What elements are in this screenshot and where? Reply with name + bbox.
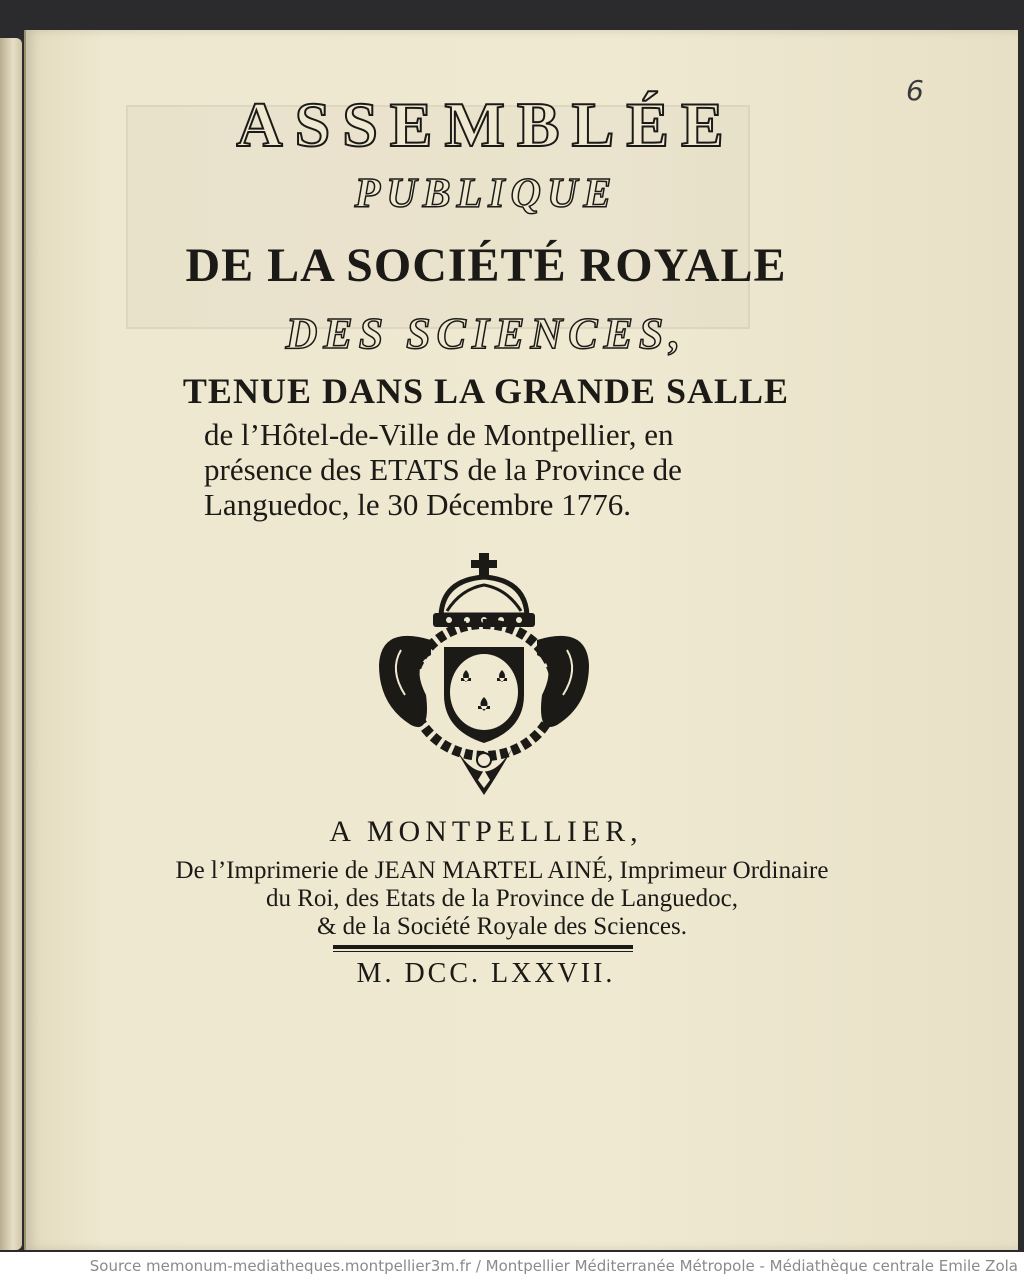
title-tenue: TENUE DANS LA GRANDE SALLE: [182, 371, 790, 411]
adjacent-page-edge: [0, 38, 22, 1250]
title-assemblee: ASSEMBLÉE: [236, 89, 736, 160]
title-page: [24, 30, 1018, 1250]
imprint-city: A MONTPELLIER,: [329, 815, 643, 848]
divider-rule-thin: [333, 951, 633, 952]
title-societe-royale: DE LA SOCIÉTÉ ROYALE: [185, 239, 787, 292]
page-number: 6: [906, 74, 924, 107]
body-line: Languedoc, le 30 Décembre 1776.: [204, 487, 631, 522]
body-line: présence des ETATS de la Province de: [204, 452, 682, 487]
body-line: de l’Hôtel-de-Ville de Montpellier, en: [204, 417, 674, 452]
publication-year: M. DCC. LXXVII.: [356, 958, 616, 989]
imprint-block: [162, 857, 842, 941]
imprint-line: du Roi, des Etats de la Province de Languedoc,: [265, 885, 739, 912]
imprint-line: De l’Imprimerie de JEAN MARTEL AINÉ, Imprimeur Ordinaire: [175, 857, 829, 884]
source-credit: Source memonum-mediatheques.montpellier3m.fr / Montpellier Méditerranée Métropole - Médiathèque centrale Emile Zola: [89, 1257, 1018, 1275]
title-des-sciences: DES SCIENCES,: [285, 309, 687, 358]
source-footer: [0, 1252, 1024, 1283]
subtitle-body: [204, 417, 816, 522]
divider-rule: [333, 945, 633, 949]
imprint-line: & de la Société Royale des Sciences.: [316, 913, 688, 940]
title-publique: PUBLIQUE: [354, 171, 618, 217]
royal-coat-of-arms-icon: [371, 545, 597, 803]
